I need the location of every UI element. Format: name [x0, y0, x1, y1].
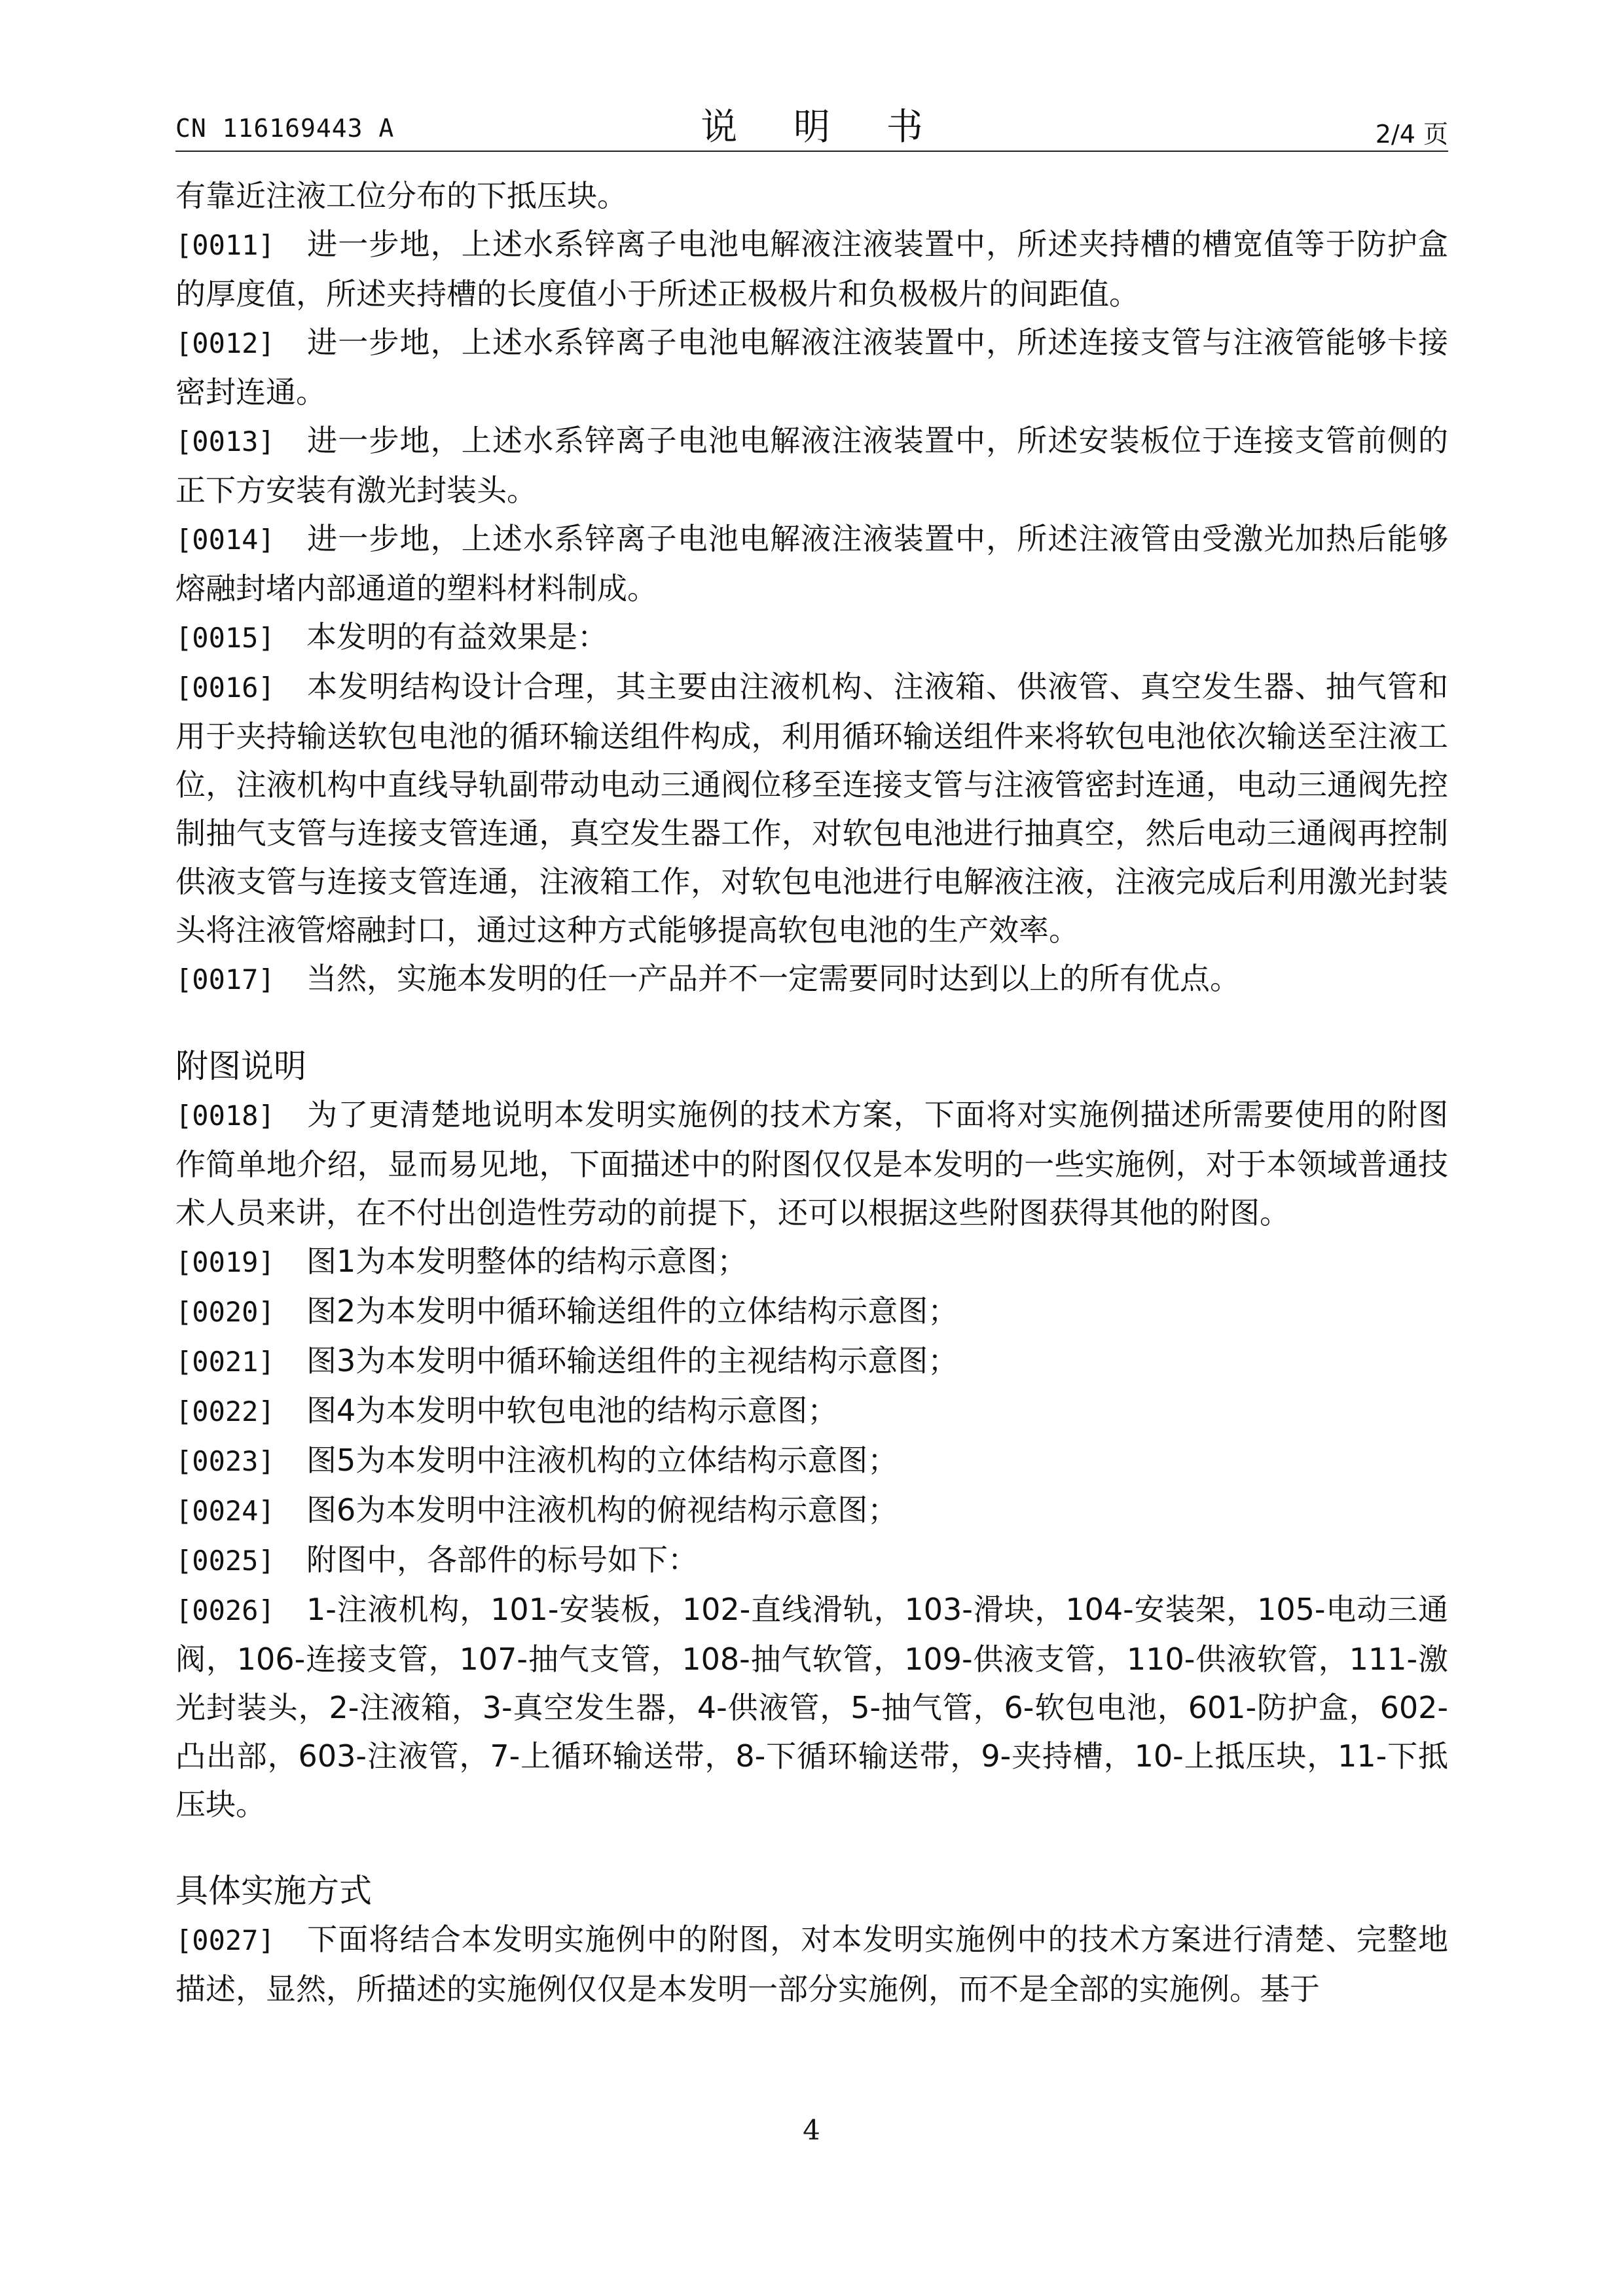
paragraph-text: 图1为本发明整体的结构示意图；	[306, 1244, 748, 1279]
paragraph-number: [0017]	[175, 963, 275, 996]
paragraph-number: [0026]	[175, 1594, 275, 1626]
paragraph-text: 图5为本发明中注液机构的立体结构示意图；	[306, 1443, 898, 1478]
page-indicator: 2/4 页	[1375, 120, 1448, 149]
paragraph-text: 本发明结构设计合理，其主要由注液机构、注液箱、供液管、真空发生器、抽气管和用于夹持输送软包电池的循环输送组件构成，利用循环输送组件来将软包电池依次输送至注液工位，注液机构中直线导轨副带动电动三通阀位移至连接支管与注液管密封连通，电动三通阀先控制抽气支管与连接支管连通，真空发生器工作，对软包电池进行抽真空，然后电动三通阀再控制供液支管与连接支管连通，注液箱工作，对软包电池进行电解液注液，注液完成后利用激光封装头将注液管熔融封口，通过这种方式能够提高软包电池的生产效率。	[175, 669, 1448, 948]
paragraph-number: [0013]	[175, 425, 275, 457]
paragraph-number: [0022]	[175, 1395, 275, 1427]
paragraph-text: 图6为本发明中注液机构的俯视结构示意图；	[306, 1492, 898, 1528]
paragraph-text: 图3为本发明中循环输送组件的主视结构示意图；	[306, 1343, 958, 1378]
paragraph-text: 进一步地，上述水系锌离子电池电解液注液装置中，所述夹持槽的槽宽值等于防护盒的厚度值，所述夹持槽的长度值小于所述正极极片和负极极片的间距值。	[175, 226, 1448, 312]
paragraph-number: [0011]	[175, 229, 275, 261]
paragraph-text: 1-注液机构，101-安装板，102-直线滑轨，103-滑块，104-安装架，105-电动三通阀，106-连接支管，107-抽气支管，108-抽气软管，109-供液支管，110-供液软管，111-激光封装头，2-注液箱，3-真空发生器，4-供液管，5-抽气管，6-软包电池，601-防护盒，602-凸出部，603-注液管，7-上循环输送带，8-下循环输送带，9-夹持槽，10-上抵压块，11-下抵压块。	[175, 1592, 1448, 1822]
paragraph-number: [0015]	[175, 622, 275, 654]
paragraph-text: 图2为本发明中循环输送组件的立体结构示意图；	[306, 1293, 958, 1329]
paragraph-0021	[175, 1336, 1448, 1386]
paragraph-0013	[175, 416, 1448, 514]
paragraph-0022	[175, 1386, 1448, 1436]
paragraph-number: [0025]	[175, 1545, 275, 1577]
paragraph-0020	[175, 1287, 1448, 1336]
paragraph-number: [0024]	[175, 1495, 275, 1527]
paragraph-number: [0018]	[175, 1100, 275, 1132]
paragraph-text: 附图中，各部件的标号如下：	[306, 1542, 698, 1577]
paragraph-text: 下面将结合本发明实施例中的附图，对本发明实施例中的技术方案进行清楚、完整地描述，显然，所描述的实施例仅仅是本发明一部分实施例，而不是全部的实施例。基于	[175, 1922, 1448, 2007]
paragraph-0014	[175, 514, 1448, 613]
paragraph-text: 图4为本发明中软包电池的结构示意图；	[306, 1393, 838, 1428]
section-heading-embodiment: 具体实施方式	[175, 1872, 372, 1910]
paragraph-text: 当然，实施本发明的任一产品并不一定需要同时达到以上的所有优点。	[306, 961, 1240, 996]
paragraph-number: [0020]	[175, 1296, 275, 1328]
page-header	[175, 98, 1448, 151]
paragraph-number: [0027]	[175, 1924, 275, 1956]
paragraph-text: 进一步地，上述水系锌离子电池电解液注液装置中，所述安装板位于连接支管前侧的正下方安装有激光封装头。	[175, 423, 1448, 508]
paragraph-continuation	[175, 171, 1448, 220]
paragraph-text: 进一步地，上述水系锌离子电池电解液注液装置中，所述注液管由受激光加热后能够熔融封堵内部通道的塑料材料制成。	[175, 521, 1448, 606]
document-title: 说 明 书	[701, 106, 945, 149]
paragraph-0017	[175, 954, 1448, 1004]
paragraph-0019	[175, 1237, 1448, 1287]
paragraph-0027	[175, 1915, 1448, 2013]
paragraph-0024	[175, 1486, 1448, 1535]
paragraph-0023	[175, 1436, 1448, 1486]
paragraph-number: [0023]	[175, 1445, 275, 1477]
section-heading-figures: 附图说明	[175, 1047, 306, 1085]
paragraph-0015	[175, 613, 1448, 662]
paragraph-text: 本发明的有益效果是：	[306, 619, 608, 655]
paragraph-number: [0021]	[175, 1346, 275, 1378]
paragraph-0018	[175, 1090, 1448, 1237]
paragraph-number: [0016]	[175, 672, 275, 704]
paragraph-0016	[175, 662, 1448, 954]
document-number: CN 116169443 A	[175, 114, 395, 143]
paragraph-text: 进一步地，上述水系锌离子电池电解液注液装置中，所述连接支管与注液管能够卡接密封连通。	[175, 325, 1448, 410]
paragraph-0025	[175, 1535, 1448, 1585]
paragraph-text: 为了更清楚地说明本发明实施例的技术方案，下面将对实施例描述所需要使用的附图作简单地介绍，显而易见地，下面描述中的附图仅仅是本发明的一些实施例，对于本领域普通技术人员来讲，在不付出创造性劳动的前提下，还可以根据这些附图获得其他的附图。	[175, 1097, 1448, 1230]
paragraph-0026	[175, 1585, 1448, 1829]
paragraph-0011	[175, 220, 1448, 318]
paragraph-number: [0012]	[175, 327, 275, 359]
paragraph-number: [0019]	[175, 1246, 275, 1278]
paragraph-number: [0014]	[175, 524, 275, 556]
paragraph-text: 有靠近注液工位分布的下抵压块。	[175, 178, 627, 213]
document-body	[175, 171, 1448, 2013]
paragraph-0012	[175, 318, 1448, 416]
header-divider	[175, 151, 1448, 152]
page-number: 4	[803, 2114, 820, 2146]
